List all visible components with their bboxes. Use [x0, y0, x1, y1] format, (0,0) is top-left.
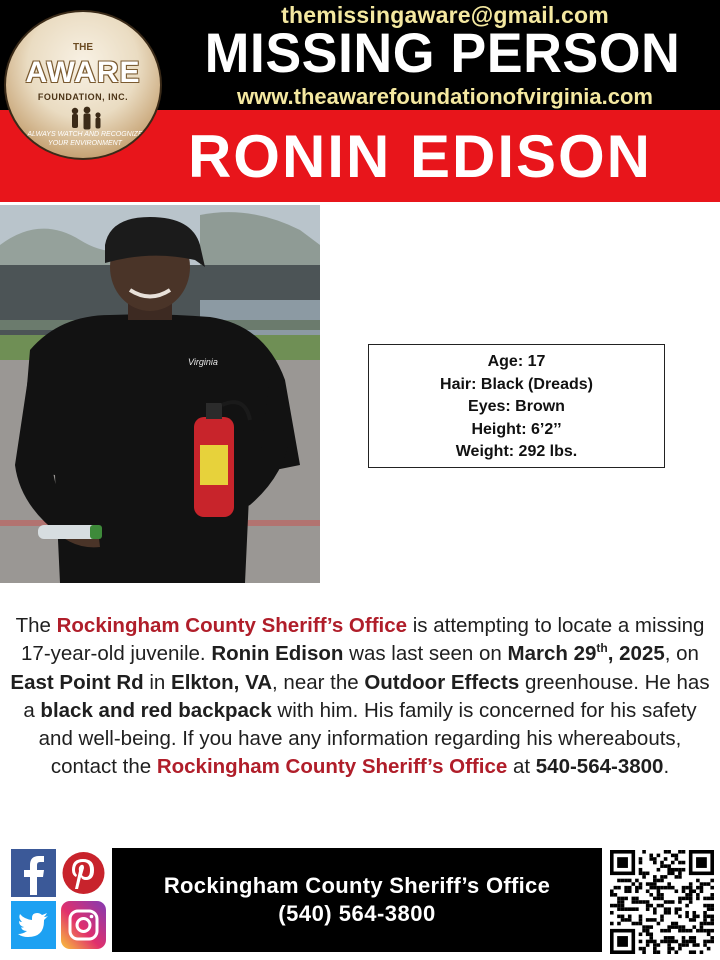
detail-weight: Weight: 292 lbs. [455, 443, 578, 460]
contact-office: Rockingham County Sheriff’s Office [163, 873, 551, 898]
desc-text: was last seen on [343, 642, 508, 666]
contact-email: themissingaware@gmail.com [281, 2, 609, 28]
page-title: MISSING PERSON [204, 21, 681, 84]
contact-phone[interactable]: (540) 564-3800 [278, 901, 436, 926]
logo-tagline-line-2: YOUR ENVIRONMENT [48, 140, 122, 147]
desc-road: East Point Rd [10, 670, 144, 694]
missing-person-photo [0, 205, 320, 583]
detail-age: Age: 17 [487, 353, 546, 370]
detail-eyes: Eyes: Brown [468, 398, 565, 415]
qr-code[interactable] [610, 850, 714, 954]
detail-hair: Hair: Black (Dreads) [440, 375, 593, 393]
detail-height: Height: 6’2’’ [471, 420, 562, 438]
person-details-box [368, 344, 665, 468]
desc-town: Elkton, VA [171, 670, 273, 694]
desc-agency: Rockingham County Sheriff’s Office [56, 614, 408, 637]
twitter-icon[interactable] [11, 901, 56, 949]
website-url: www.theawarefoundationofvirginia.com [236, 84, 653, 109]
desc-text: at [507, 755, 536, 779]
case-description [6, 612, 714, 782]
desc-text: , on [664, 642, 699, 666]
social-icons [11, 849, 107, 949]
facebook-icon[interactable] [11, 849, 56, 897]
desc-date-year: , 2025 [607, 642, 665, 666]
logo-foundation: FOUNDATION, INC. [37, 92, 129, 102]
desc-item: black and red backpack [40, 698, 272, 722]
desc-agency: Rockingham County Sheriff’s Office [156, 755, 508, 779]
desc-text: in [143, 670, 172, 694]
logo-aware: AWARE [25, 56, 141, 89]
desc-text: . [663, 755, 670, 779]
logo-tagline-line-1: ALWAYS WATCH AND RECOGNIZE [27, 131, 143, 138]
aware-foundation-logo [4, 10, 162, 160]
desc-text: greenhouse. He has a [23, 670, 710, 722]
desc-business: Outdoor Effects [364, 670, 520, 694]
desc-text: , near the [272, 670, 365, 694]
shirt-text: Virginia [188, 357, 218, 367]
desc-date-suffix: th [596, 641, 608, 656]
desc-phone: 540-564-3800 [535, 755, 664, 779]
contact-box [112, 848, 602, 952]
missing-person-name: RONIN EDISON [187, 123, 653, 190]
pinterest-icon[interactable] [61, 849, 106, 897]
logo-tagline [16, 130, 154, 148]
desc-date [508, 642, 665, 665]
desc-name: Ronin Edison [211, 642, 344, 666]
desc-text: is attempting to locate a missing 17-year-old juvenile. [21, 614, 705, 666]
desc-date-day: March 29 [507, 642, 597, 666]
desc-text: with him. His family is concerned for his safety and well-being. If you have any information regarding his whereabouts, contact the [38, 698, 697, 779]
desc-text: The [15, 614, 57, 637]
logo-the: THE [73, 42, 93, 53]
instagram-icon[interactable] [61, 901, 106, 949]
